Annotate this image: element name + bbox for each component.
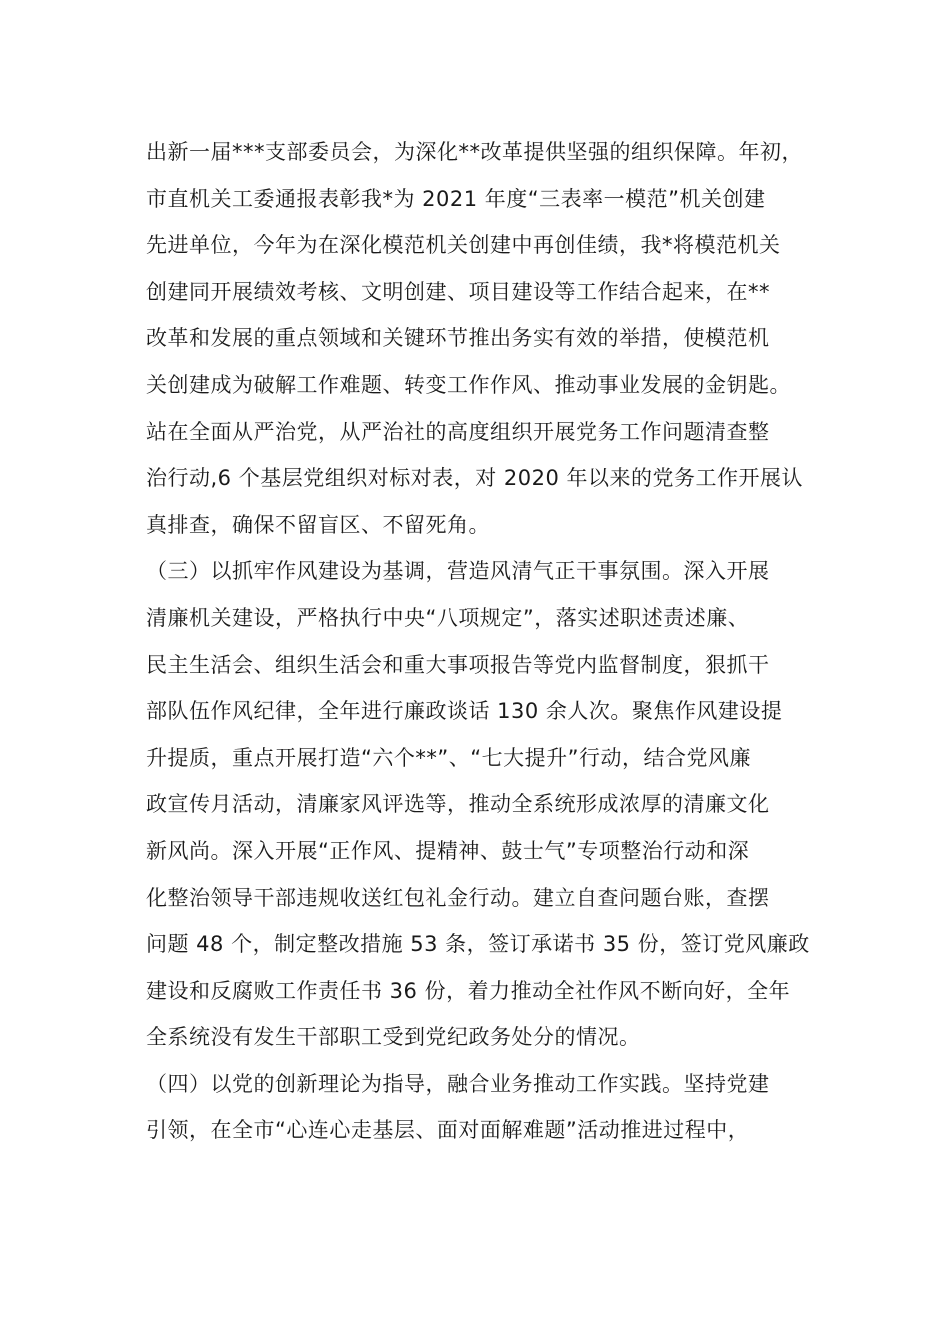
text-line: 化整治领导干部违规收送红包礼金行动。建立自查问题台账，查摆 [146,885,770,910]
body-text [146,129,846,1154]
text-line: 引领，在全市“心连心走基层、面对面解难题”活动推进过程中， [146,1118,750,1143]
text-line: 改革和发展的重点领域和关键环节推出务实有效的举措，使模范机 [146,326,770,351]
text-line: 真排查，确保不留盲区、不留死角。 [146,512,490,537]
text-line: 市直机关工委通报表彰我*为 2021 年度“三表率一模范”机关创建 [146,186,766,211]
section-heading-line: （三）以抓牢作风建设为基调，营造风清气正干事氛围。深入开展 [146,559,770,584]
text-line: 民主生活会、组织生活会和重大事项报告等党内监督制度，狠抓干 [146,652,770,677]
text-line: 升提质，重点开展打造“六个**”、“七大提升”行动，结合党风廉 [146,745,752,770]
text-line: 治行动,6 个基层党组织对标对表，对 2020 年以来的党务工作开展认 [146,466,804,491]
text-line: 清廉机关建设，严格执行中央“八项规定”，落实述职述责述廉、 [146,605,750,630]
text-line: 政宣传月活动，清廉家风评选等，推动全系统形成浓厚的清廉文化 [146,792,770,817]
text-line: 全系统没有发生干部职工受到党纪政务处分的情况。 [146,1025,641,1050]
text-line: 问题 48 个，制定整改措施 53 条，签订承诺书 35 份，签订党风廉政 [146,932,810,957]
text-line: 新风尚。深入开展“正作风、提精神、鼓士气”专项整治行动和深 [146,838,750,863]
text-line: 先进单位，今年为在深化模范机关创建中再创佳绩，我*将模范机关 [146,233,781,258]
text-line: 部队伍作风纪律，全年进行廉政谈话 130 余人次。聚焦作风建设提 [146,699,783,724]
text-line: 创建同开展绩效考核、文明创建、项目建设等工作结合起来，在** [146,279,770,304]
text-line: 建设和反腐败工作责任书 36 份，着力推动全社作风不断向好，全年 [146,978,791,1003]
text-line: 关创建成为破解工作难题、转变工作作风、推动事业发展的金钥匙。 [146,372,791,397]
text-line: 出新一届***支部委员会，为深化**改革提供坚强的组织保障。年初， [146,140,803,164]
text-line: 站在全面从严治党，从严治社的高度组织开展党务工作问题清查整 [146,419,770,444]
section-heading-line: （四）以党的创新理论为指导，融合业务推动工作实践。坚持党建 [146,1071,770,1096]
